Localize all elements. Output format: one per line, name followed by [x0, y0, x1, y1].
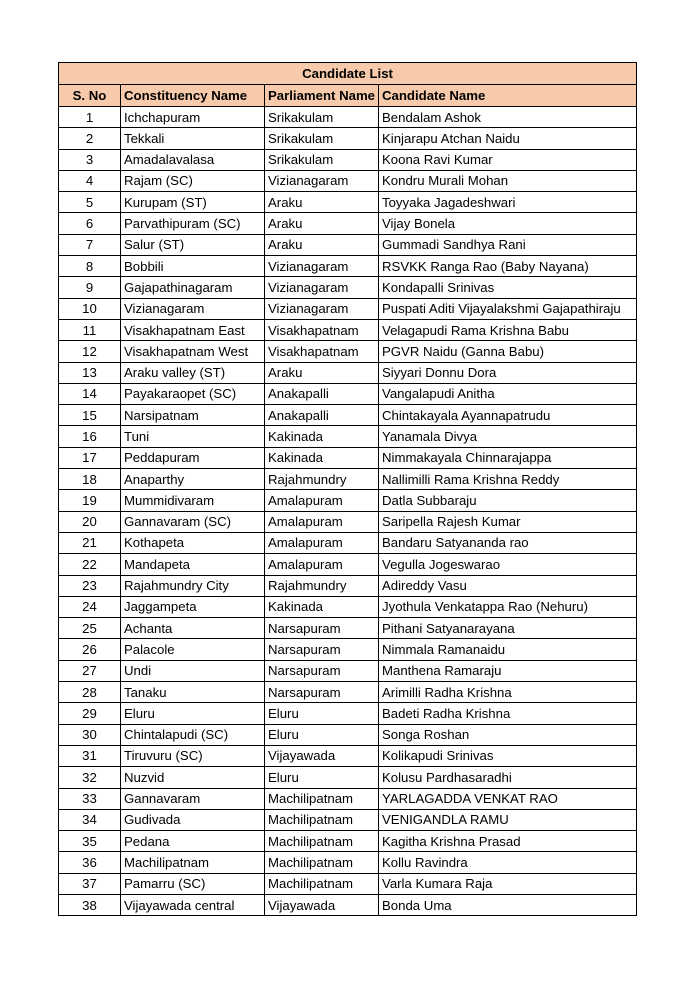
header-candidate: Candidate Name: [379, 85, 637, 107]
cell-constituency: Salur (ST): [121, 234, 265, 255]
cell-candidate: Datla Subbaraju: [379, 490, 637, 511]
table-row: [59, 362, 637, 383]
cell-parliament: Anakapalli: [265, 383, 379, 404]
cell-constituency: Gudivada: [121, 809, 265, 830]
header-sno: S. No: [59, 85, 121, 107]
cell-candidate: Siyyari Donnu Dora: [379, 362, 637, 383]
cell-sno: 18: [59, 469, 121, 490]
cell-candidate: Yanamala Divya: [379, 426, 637, 447]
cell-sno: 21: [59, 532, 121, 553]
cell-candidate: YARLAGADDA VENKAT RAO: [379, 788, 637, 809]
cell-parliament: Araku: [265, 234, 379, 255]
cell-parliament: Machilipatnam: [265, 788, 379, 809]
cell-candidate: Kagitha Krishna Prasad: [379, 831, 637, 852]
table-title-row: [59, 63, 637, 85]
table-row: [59, 107, 637, 128]
table-row: [59, 277, 637, 298]
cell-parliament: Kakinada: [265, 596, 379, 617]
cell-constituency: Kothapeta: [121, 532, 265, 553]
cell-candidate: Songa Roshan: [379, 724, 637, 745]
cell-constituency: Gannavaram (SC): [121, 511, 265, 532]
cell-candidate: Kondru Murali Mohan: [379, 170, 637, 191]
table-row: [59, 511, 637, 532]
cell-parliament: Amalapuram: [265, 490, 379, 511]
cell-parliament: Kakinada: [265, 426, 379, 447]
cell-parliament: Eluru: [265, 724, 379, 745]
cell-constituency: Peddapuram: [121, 447, 265, 468]
table-row: [59, 575, 637, 596]
cell-sno: 36: [59, 852, 121, 873]
cell-sno: 37: [59, 873, 121, 894]
cell-sno: 3: [59, 149, 121, 170]
cell-sno: 12: [59, 341, 121, 362]
cell-constituency: Kurupam (ST): [121, 192, 265, 213]
table-row: [59, 639, 637, 660]
cell-candidate: PGVR Naidu (Ganna Babu): [379, 341, 637, 362]
cell-sno: 17: [59, 447, 121, 468]
cell-candidate: Kinjarapu Atchan Naidu: [379, 128, 637, 149]
cell-sno: 29: [59, 703, 121, 724]
cell-constituency: Palacole: [121, 639, 265, 660]
cell-constituency: Ichchapuram: [121, 107, 265, 128]
cell-sno: 32: [59, 767, 121, 788]
cell-parliament: Vijayawada: [265, 745, 379, 766]
cell-sno: 9: [59, 277, 121, 298]
cell-constituency: Chintalapudi (SC): [121, 724, 265, 745]
cell-parliament: Kakinada: [265, 447, 379, 468]
cell-constituency: Mummidivaram: [121, 490, 265, 511]
cell-parliament: Srikakulam: [265, 149, 379, 170]
table-row: [59, 298, 637, 319]
cell-constituency: Payakaraopet (SC): [121, 383, 265, 404]
cell-constituency: Pedana: [121, 831, 265, 852]
cell-sno: 5: [59, 192, 121, 213]
cell-candidate: Gummadi Sandhya Rani: [379, 234, 637, 255]
table-row: [59, 660, 637, 681]
table-row: [59, 426, 637, 447]
cell-sno: 30: [59, 724, 121, 745]
cell-constituency: Jaggampeta: [121, 596, 265, 617]
cell-sno: 15: [59, 405, 121, 426]
header-constituency: Constituency Name: [121, 85, 265, 107]
cell-constituency: Gajapathinagaram: [121, 277, 265, 298]
cell-sno: 33: [59, 788, 121, 809]
cell-sno: 19: [59, 490, 121, 511]
candidate-table: [58, 62, 637, 916]
cell-candidate: Nimmala Ramanaidu: [379, 639, 637, 660]
cell-parliament: Machilipatnam: [265, 809, 379, 830]
cell-candidate: Kolikapudi Srinivas: [379, 745, 637, 766]
cell-parliament: Eluru: [265, 767, 379, 788]
cell-parliament: Srikakulam: [265, 128, 379, 149]
cell-constituency: Achanta: [121, 618, 265, 639]
cell-candidate: Kollu Ravindra: [379, 852, 637, 873]
cell-candidate: Manthena Ramaraju: [379, 660, 637, 681]
table-row: [59, 256, 637, 277]
cell-constituency: Bobbili: [121, 256, 265, 277]
cell-constituency: Vizianagaram: [121, 298, 265, 319]
cell-parliament: Machilipatnam: [265, 852, 379, 873]
cell-candidate: Chintakayala Ayannapatrudu: [379, 405, 637, 426]
cell-parliament: Vizianagaram: [265, 170, 379, 191]
cell-candidate: Bendalam Ashok: [379, 107, 637, 128]
cell-candidate: Vijay Bonela: [379, 213, 637, 234]
cell-sno: 13: [59, 362, 121, 383]
cell-candidate: RSVKK Ranga Rao (Baby Nayana): [379, 256, 637, 277]
cell-parliament: Eluru: [265, 703, 379, 724]
table-row: [59, 319, 637, 340]
cell-sno: 14: [59, 383, 121, 404]
table-title: Candidate List: [59, 63, 637, 85]
cell-candidate: Velagapudi Rama Krishna Babu: [379, 319, 637, 340]
table-row: [59, 682, 637, 703]
cell-constituency: Visakhapatnam East: [121, 319, 265, 340]
table-row: [59, 724, 637, 745]
cell-candidate: Koona Ravi Kumar: [379, 149, 637, 170]
table-row: [59, 618, 637, 639]
candidate-list-sheet: [58, 62, 636, 916]
cell-candidate: Nimmakayala Chinnarajappa: [379, 447, 637, 468]
cell-parliament: Machilipatnam: [265, 873, 379, 894]
cell-constituency: Tuni: [121, 426, 265, 447]
table-row: [59, 213, 637, 234]
cell-candidate: Bonda Uma: [379, 894, 637, 915]
table-row: [59, 745, 637, 766]
cell-parliament: Araku: [265, 362, 379, 383]
cell-candidate: Nallimilli Rama Krishna Reddy: [379, 469, 637, 490]
cell-sno: 22: [59, 554, 121, 575]
cell-parliament: Machilipatnam: [265, 831, 379, 852]
cell-sno: 28: [59, 682, 121, 703]
cell-sno: 34: [59, 809, 121, 830]
table-row: [59, 405, 637, 426]
cell-sno: 38: [59, 894, 121, 915]
table-row: [59, 490, 637, 511]
cell-parliament: Vizianagaram: [265, 298, 379, 319]
table-row: [59, 767, 637, 788]
cell-parliament: Amalapuram: [265, 532, 379, 553]
table-row: [59, 469, 637, 490]
cell-constituency: Rajahmundry City: [121, 575, 265, 596]
table-header-row: [59, 85, 637, 107]
table-row: [59, 234, 637, 255]
cell-parliament: Araku: [265, 192, 379, 213]
table-row: [59, 703, 637, 724]
cell-candidate: Vangalapudi Anitha: [379, 383, 637, 404]
cell-candidate: Bandaru Satyananda rao: [379, 532, 637, 553]
table-row: [59, 341, 637, 362]
cell-candidate: Adireddy Vasu: [379, 575, 637, 596]
cell-parliament: Visakhapatnam: [265, 319, 379, 340]
cell-sno: 31: [59, 745, 121, 766]
cell-parliament: Anakapalli: [265, 405, 379, 426]
cell-sno: 25: [59, 618, 121, 639]
header-parliament: Parliament Name: [265, 85, 379, 107]
cell-sno: 8: [59, 256, 121, 277]
cell-parliament: Vizianagaram: [265, 256, 379, 277]
cell-sno: 23: [59, 575, 121, 596]
cell-constituency: Tanaku: [121, 682, 265, 703]
cell-sno: 1: [59, 107, 121, 128]
cell-sno: 6: [59, 213, 121, 234]
cell-constituency: Araku valley (ST): [121, 362, 265, 383]
table-row: [59, 447, 637, 468]
cell-constituency: Amadalavalasa: [121, 149, 265, 170]
cell-sno: 35: [59, 831, 121, 852]
cell-constituency: Vijayawada central: [121, 894, 265, 915]
table-row: [59, 852, 637, 873]
cell-constituency: Narsipatnam: [121, 405, 265, 426]
table-row: [59, 170, 637, 191]
cell-parliament: Visakhapatnam: [265, 341, 379, 362]
cell-sno: 16: [59, 426, 121, 447]
cell-constituency: Mandapeta: [121, 554, 265, 575]
cell-sno: 11: [59, 319, 121, 340]
cell-parliament: Vizianagaram: [265, 277, 379, 298]
cell-sno: 20: [59, 511, 121, 532]
table-row: [59, 788, 637, 809]
cell-parliament: Narsapuram: [265, 618, 379, 639]
cell-constituency: Rajam (SC): [121, 170, 265, 191]
cell-constituency: Tekkali: [121, 128, 265, 149]
cell-candidate: Kolusu Pardhasaradhi: [379, 767, 637, 788]
table-row: [59, 149, 637, 170]
table-row: [59, 596, 637, 617]
cell-constituency: Gannavaram: [121, 788, 265, 809]
cell-constituency: Nuzvid: [121, 767, 265, 788]
table-row: [59, 192, 637, 213]
cell-candidate: Vegulla Jogeswarao: [379, 554, 637, 575]
cell-constituency: Tiruvuru (SC): [121, 745, 265, 766]
table-row: [59, 831, 637, 852]
cell-parliament: Vijayawada: [265, 894, 379, 915]
table-body: [59, 107, 637, 916]
cell-sno: 2: [59, 128, 121, 149]
cell-sno: 26: [59, 639, 121, 660]
cell-candidate: Jyothula Venkatappa Rao (Nehuru): [379, 596, 637, 617]
cell-constituency: Visakhapatnam West: [121, 341, 265, 362]
cell-candidate: Saripella Rajesh Kumar: [379, 511, 637, 532]
cell-candidate: Arimilli Radha Krishna: [379, 682, 637, 703]
cell-parliament: Amalapuram: [265, 511, 379, 532]
cell-constituency: Anaparthy: [121, 469, 265, 490]
cell-sno: 7: [59, 234, 121, 255]
cell-constituency: Undi: [121, 660, 265, 681]
cell-parliament: Rajahmundry: [265, 575, 379, 596]
table-row: [59, 128, 637, 149]
cell-constituency: Eluru: [121, 703, 265, 724]
table-row: [59, 873, 637, 894]
cell-candidate: Varla Kumara Raja: [379, 873, 637, 894]
cell-constituency: Pamarru (SC): [121, 873, 265, 894]
cell-candidate: Badeti Radha Krishna: [379, 703, 637, 724]
cell-candidate: Pithani Satyanarayana: [379, 618, 637, 639]
table-row: [59, 894, 637, 915]
cell-candidate: Puspati Aditi Vijayalakshmi Gajapathiraju: [379, 298, 637, 319]
cell-sno: 4: [59, 170, 121, 191]
cell-sno: 10: [59, 298, 121, 319]
cell-parliament: Araku: [265, 213, 379, 234]
cell-parliament: Narsapuram: [265, 682, 379, 703]
table-row: [59, 554, 637, 575]
cell-parliament: Rajahmundry: [265, 469, 379, 490]
table-row: [59, 809, 637, 830]
cell-candidate: Toyyaka Jagadeshwari: [379, 192, 637, 213]
cell-candidate: Kondapalli Srinivas: [379, 277, 637, 298]
cell-constituency: Parvathipuram (SC): [121, 213, 265, 234]
cell-parliament: Narsapuram: [265, 660, 379, 681]
cell-sno: 24: [59, 596, 121, 617]
table-row: [59, 383, 637, 404]
cell-candidate: VENIGANDLA RAMU: [379, 809, 637, 830]
cell-parliament: Amalapuram: [265, 554, 379, 575]
cell-constituency: Machilipatnam: [121, 852, 265, 873]
cell-parliament: Srikakulam: [265, 107, 379, 128]
cell-parliament: Narsapuram: [265, 639, 379, 660]
cell-sno: 27: [59, 660, 121, 681]
table-row: [59, 532, 637, 553]
